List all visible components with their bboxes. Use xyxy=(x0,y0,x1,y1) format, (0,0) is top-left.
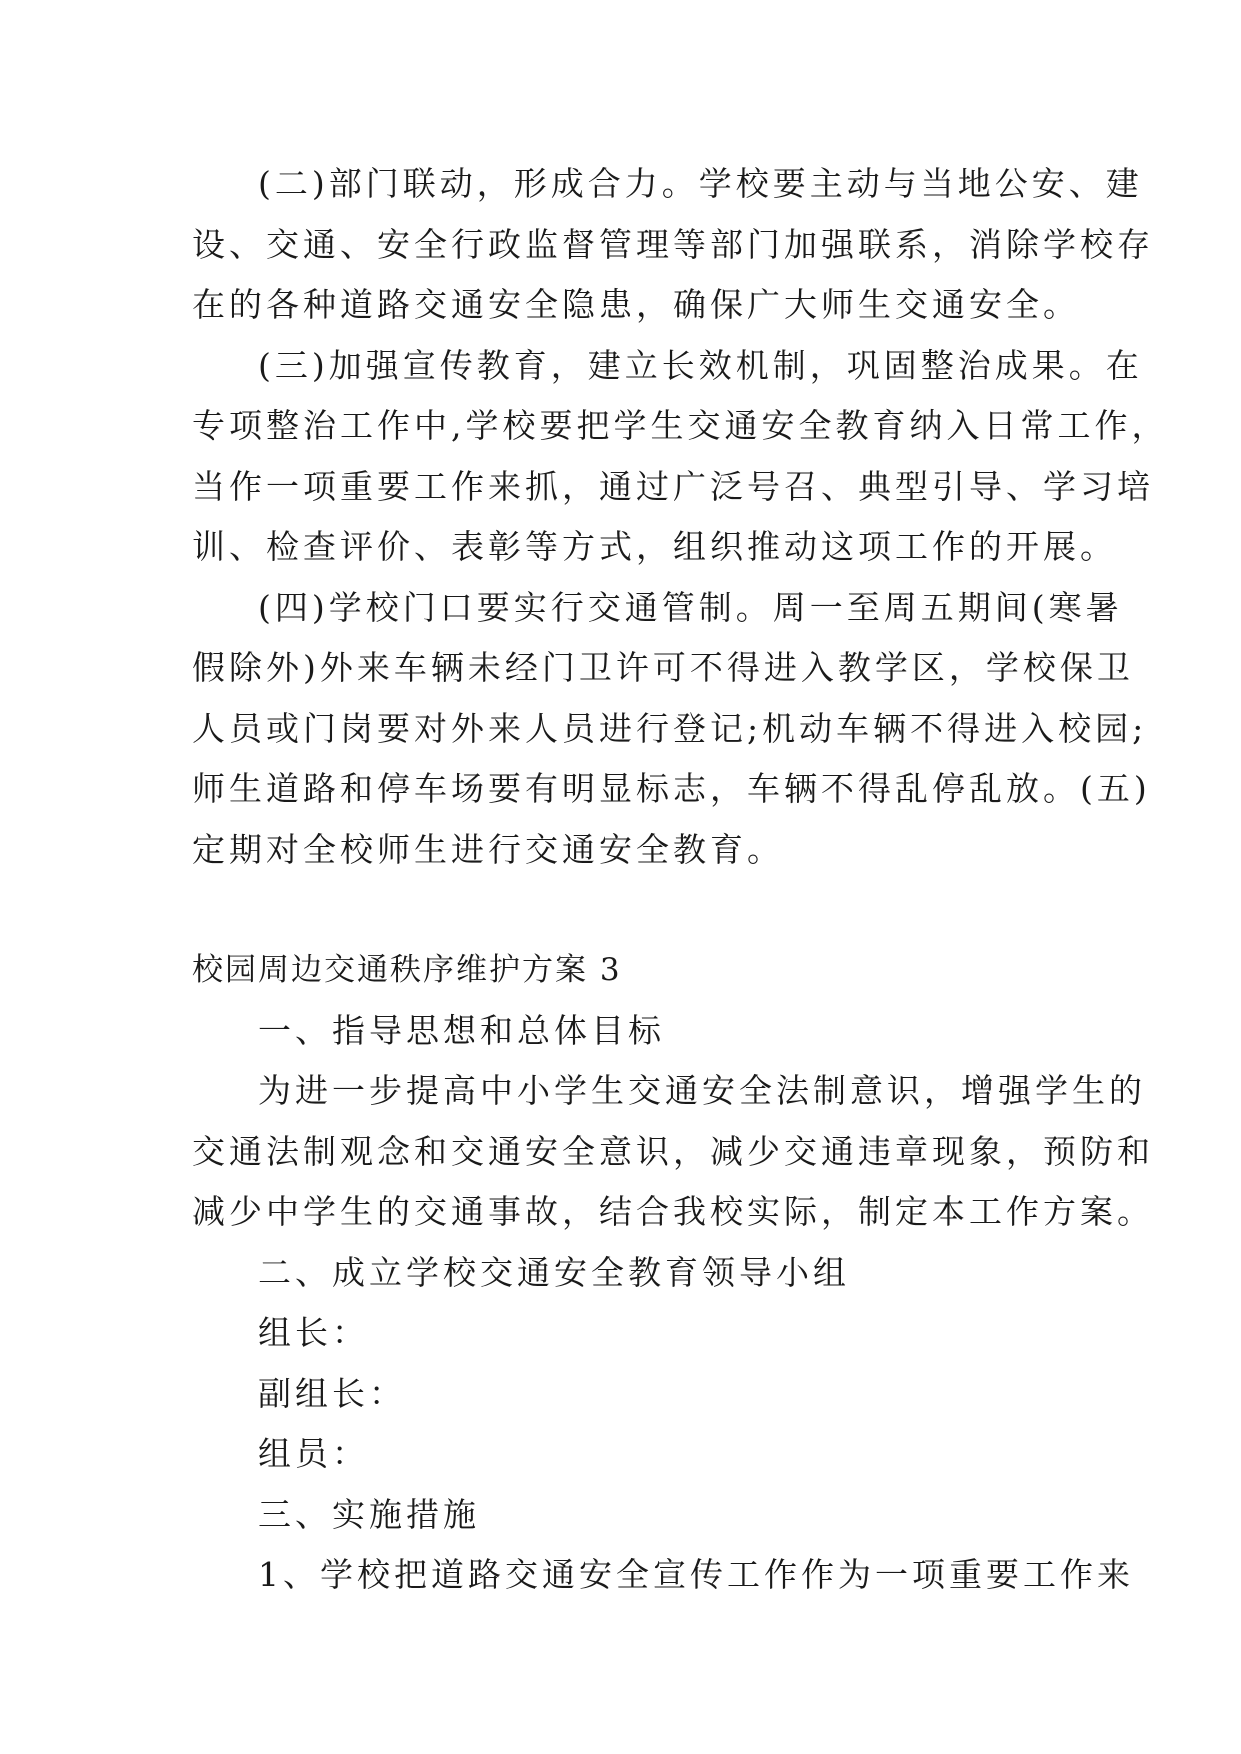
document-page xyxy=(192,154,1169,1606)
text-line: 人员或门岗要对外来人员进行登记;机动车辆不得进入校园; xyxy=(192,708,1148,748)
text-line: (四)学校门口要实行交通管制。周一至周五期间(寒暑 xyxy=(258,587,1123,627)
text-line: (三)加强宣传教育，建立长效机制，巩固整治成果。在 xyxy=(258,345,1143,385)
text-line: 训、检查评价、表彰等方式，组织推动这项工作的开展。 xyxy=(192,527,1117,566)
plan-title: 校园周边交通秩序维护方案 3 xyxy=(192,952,622,988)
paragraph-purpose xyxy=(192,1061,1154,1243)
text-line: 师生道路和停车场要有明显标志，车辆不得乱停乱放。(五) xyxy=(192,769,1151,808)
text-line: 定期对全校师生进行交通安全教育。 xyxy=(192,829,784,869)
paragraph-gate-traffic-control xyxy=(192,578,1151,881)
text-line: 设、交通、安全行政监督管理等部门加强联系，消除学校存 xyxy=(192,224,1154,264)
deputy-leader-label: 副组长： xyxy=(258,1373,406,1413)
section-heading-guiding-ideology: 一、指导思想和总体目标 xyxy=(258,1010,665,1050)
text-line: 专项整治工作中,学校要把学生交通安全教育纳入日常工作， xyxy=(192,406,1169,445)
section-gap xyxy=(192,880,1072,940)
text-line: 当作一项重要工作来抓，通过广泛号召、典型引导、学习培 xyxy=(192,466,1154,506)
text-line: (二)部门联动，形成合力。学校要主动与当地公安、建 xyxy=(258,164,1143,203)
text-line: 为进一步提高中小学生交通安全法制意识，增强学生的 xyxy=(258,1071,1146,1110)
section-heading-leadership-group: 二、成立学校交通安全教育领导小组 xyxy=(258,1252,850,1292)
section-heading-measures: 三、实施措施 xyxy=(258,1494,480,1534)
paragraph-publicity-education xyxy=(192,336,1169,578)
text-line: 假除外)外来车辆未经门卫许可不得进入教学区，学校保卫 xyxy=(192,648,1134,687)
group-leader-label: 组长： xyxy=(258,1313,369,1352)
text-line: 在的各种道路交通安全隐患，确保广大师生交通安全。 xyxy=(192,285,1080,324)
measure-item-1: 1、学校把道路交通安全宣传工作作为一项重要工作来 xyxy=(258,1555,1134,1594)
paragraph-departments-cooperation xyxy=(192,154,1154,336)
text-line: 交通法制观念和交通安全意识，减少交通违章现象，预防和 xyxy=(192,1131,1154,1171)
group-members-label: 组员： xyxy=(258,1434,369,1473)
text-line: 减少中学生的交通事故，结合我校实际，制定本工作方案。 xyxy=(192,1192,1154,1231)
